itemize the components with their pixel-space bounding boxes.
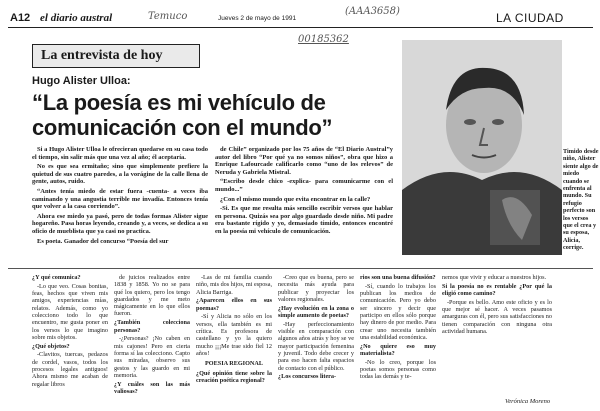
answer: de juicios realizados entre 1838 y 1858. Yo no se para qué los quiero, pero los tengo guardados y me meto mágicamente en lo que ellos fueron. bbox=[114, 274, 190, 318]
answer: -Las de mi familia cuando niño, mis dos hijos, mi esposa, Alicia Barriga. bbox=[196, 274, 272, 296]
lead-column-1 bbox=[32, 146, 208, 266]
photo-caption: Timido desde niño, Alister siente algo de miedo cuando se enfrenta al mundo. Su refugio perfecto son los versos que el crea y su esposa, Alicia, corrige. bbox=[563, 148, 599, 252]
page-number: A12 bbox=[10, 12, 31, 24]
section-rule bbox=[8, 268, 593, 269]
answer: -Lo que veo. Cosas bonitas, feas, hechos que viven mis amigos, experiencias mías, relatos. Además, como yo colecciono todo lo que encuentro, me gusta poner en los versos lo que imagino sobre mis objetos. bbox=[32, 282, 108, 341]
kicker-box bbox=[32, 44, 200, 68]
answer: -¿Personas? ¡No caben en mis cajones! Pero en cierta forma sí las colecciono. Capto sus miradas, observo sus gestos y las guardo en mi memoria. bbox=[114, 335, 190, 379]
lead-paragraph: de Chile” organizado por los 75 años de “El Diario Austral”y autor del libro “Por qué ya no somos niños”, obra que hizo a Enrique Lafourcade calificarlo como “uno de los relevos” de Neruda y Gabriela Mistral. bbox=[215, 146, 393, 176]
lead-paragraph: Si a Hugo Alister Ulloa le ofrecieran quedarse en su casa todo el tiempo, sin salir más que una vez al año; él aceptaría. bbox=[32, 146, 208, 161]
body-column-3 bbox=[196, 274, 272, 409]
lead-paragraph: ¿Con el mismo mundo que evita encontrar en la calle? bbox=[220, 195, 371, 203]
question: ¿Aparecen ellos en sus poemas? bbox=[196, 297, 272, 312]
author-signature: Verónica Moreno bbox=[505, 398, 551, 405]
answer: -Clavitos, tuercas, pedazos de cordel, vasos, todos los procesos legales antiguos! Ahora mismo me acaban de regalar libros bbox=[32, 351, 108, 388]
archive-code: 00185362 bbox=[298, 34, 349, 45]
headline-line-2: comunicación con el mundo” bbox=[32, 115, 333, 140]
header-rule bbox=[8, 27, 593, 28]
portrait-photo bbox=[402, 40, 562, 255]
question: ¿Y cuáles son las más valiosas? bbox=[114, 380, 190, 395]
body-column-5 bbox=[360, 274, 436, 409]
lead-paragraph: “Antes tenía miedo de estar fuera -cuenta- a veces iba caminando y una angustia terrible me invadía. Entonces tenía que volver a la casa corriendo”. bbox=[32, 187, 208, 211]
question: ¿Los concursos litera- bbox=[278, 373, 337, 381]
lead-column-2 bbox=[215, 146, 393, 266]
question: Si la poesía no es rentable ¿Por qué la eligió como camino? bbox=[442, 282, 552, 298]
answer: -Hay perfeccionamiento visible en comparación con algunos años atrás y hoy se ve mayor participación femenina y juvenil. Todo debe crecer y para eso hacen falta espacios de contacto con el público. bbox=[278, 320, 354, 372]
answer: -Sí y Alicia no sólo en los versos, ella también es mi crítica. Es profesora de castellano y yo la quiero mucho ¡¡¡Me trae sido fiel 12 años! bbox=[196, 313, 272, 357]
question: ¿Qué opinión tiene sobre la creación poética regional? bbox=[196, 369, 272, 384]
answer: nemos que vivir y educar a nuestros hijos. bbox=[442, 274, 547, 281]
kicker: La entrevista de hoy bbox=[41, 48, 163, 63]
headline-line-1: “La poesía es mi vehículo de bbox=[32, 90, 326, 115]
section-name: LA CIUDAD bbox=[496, 11, 564, 25]
handwritten-city-note: Temuco bbox=[148, 11, 188, 22]
answer: -Creo que es buena, pero se necesita más ayuda para publicar y proyectar los valores regionales. bbox=[278, 274, 354, 303]
answer: -No lo creo, porque los poetas somos personas como todas las demás y te- bbox=[360, 358, 436, 381]
question: rios son una buena difusión? bbox=[360, 274, 436, 281]
question: ¿No quiere eso muy materialista? bbox=[360, 342, 436, 357]
lead-paragraph: Es poeta. Ganador del concurso “Poesía del sur bbox=[37, 237, 169, 245]
question: ¿También colecciona personas? bbox=[114, 319, 190, 334]
body-column-1 bbox=[32, 274, 108, 409]
question: ¿Qué objetos? bbox=[32, 342, 70, 350]
lead-paragraph: -Si. Es que me resulta más sencillo escribir versos que hablar en persona. Quizás sea por algo guardado desde niño. Mi padre era bastante rígido y yo, demasiado tímido, entonces encontré en la poesía mi vehículo de comunicación. bbox=[215, 205, 393, 235]
lead-paragraph: “Escribo desde chico -explica- para comunicarme con el mundo...” bbox=[215, 178, 393, 193]
archive-stamp: (AAA3658) bbox=[345, 6, 400, 17]
question: ¿Y qué comunica? bbox=[32, 274, 81, 281]
byline-head: Hugo Alister Ulloa: bbox=[32, 75, 131, 87]
question: ¿Hay evolución en la zona o simple aumento de poetas? bbox=[278, 304, 354, 319]
lead-paragraph: Ahora ese miedo ya pasó, pero de todas formas Alister sigue hogareño. Pasa horas leyendo, creando y, a veces, se dedica a su oficio de mueblista que ya casi no practica. bbox=[32, 212, 208, 235]
answer: -Sí, cuando lo trabajos los publican los medios de comunicación. Pero yo debo ser sincero y decir que participo en ellos sólo porque hay dinero de por medio. Para crear uno necesita también una estabilidad económica. bbox=[360, 282, 436, 341]
subheading: POESIA REGIONAL bbox=[205, 360, 263, 368]
lead-paragraph: No es que sea ermitaño; sino que simplemente prefiere la quietud de sus cuatro paredes, a la vorágine de la calle llena de gente, autos, ruido. bbox=[32, 163, 208, 186]
issue-date: Jueves 2 de mayo de 1991 bbox=[218, 15, 297, 22]
answer: -Porque es bello. Amo este oficio y es lo que mejor sé hacer. A veces pasamos amarguras con él, pero sus satisfacciones no tienen comparación con ninguna otra actividad humana. bbox=[442, 298, 552, 336]
portrait-illustration bbox=[402, 40, 562, 255]
newspaper-name: el diario austral bbox=[40, 12, 113, 24]
body-column-2 bbox=[114, 274, 190, 409]
body-column-6 bbox=[442, 274, 552, 399]
body-column-4 bbox=[278, 274, 354, 409]
